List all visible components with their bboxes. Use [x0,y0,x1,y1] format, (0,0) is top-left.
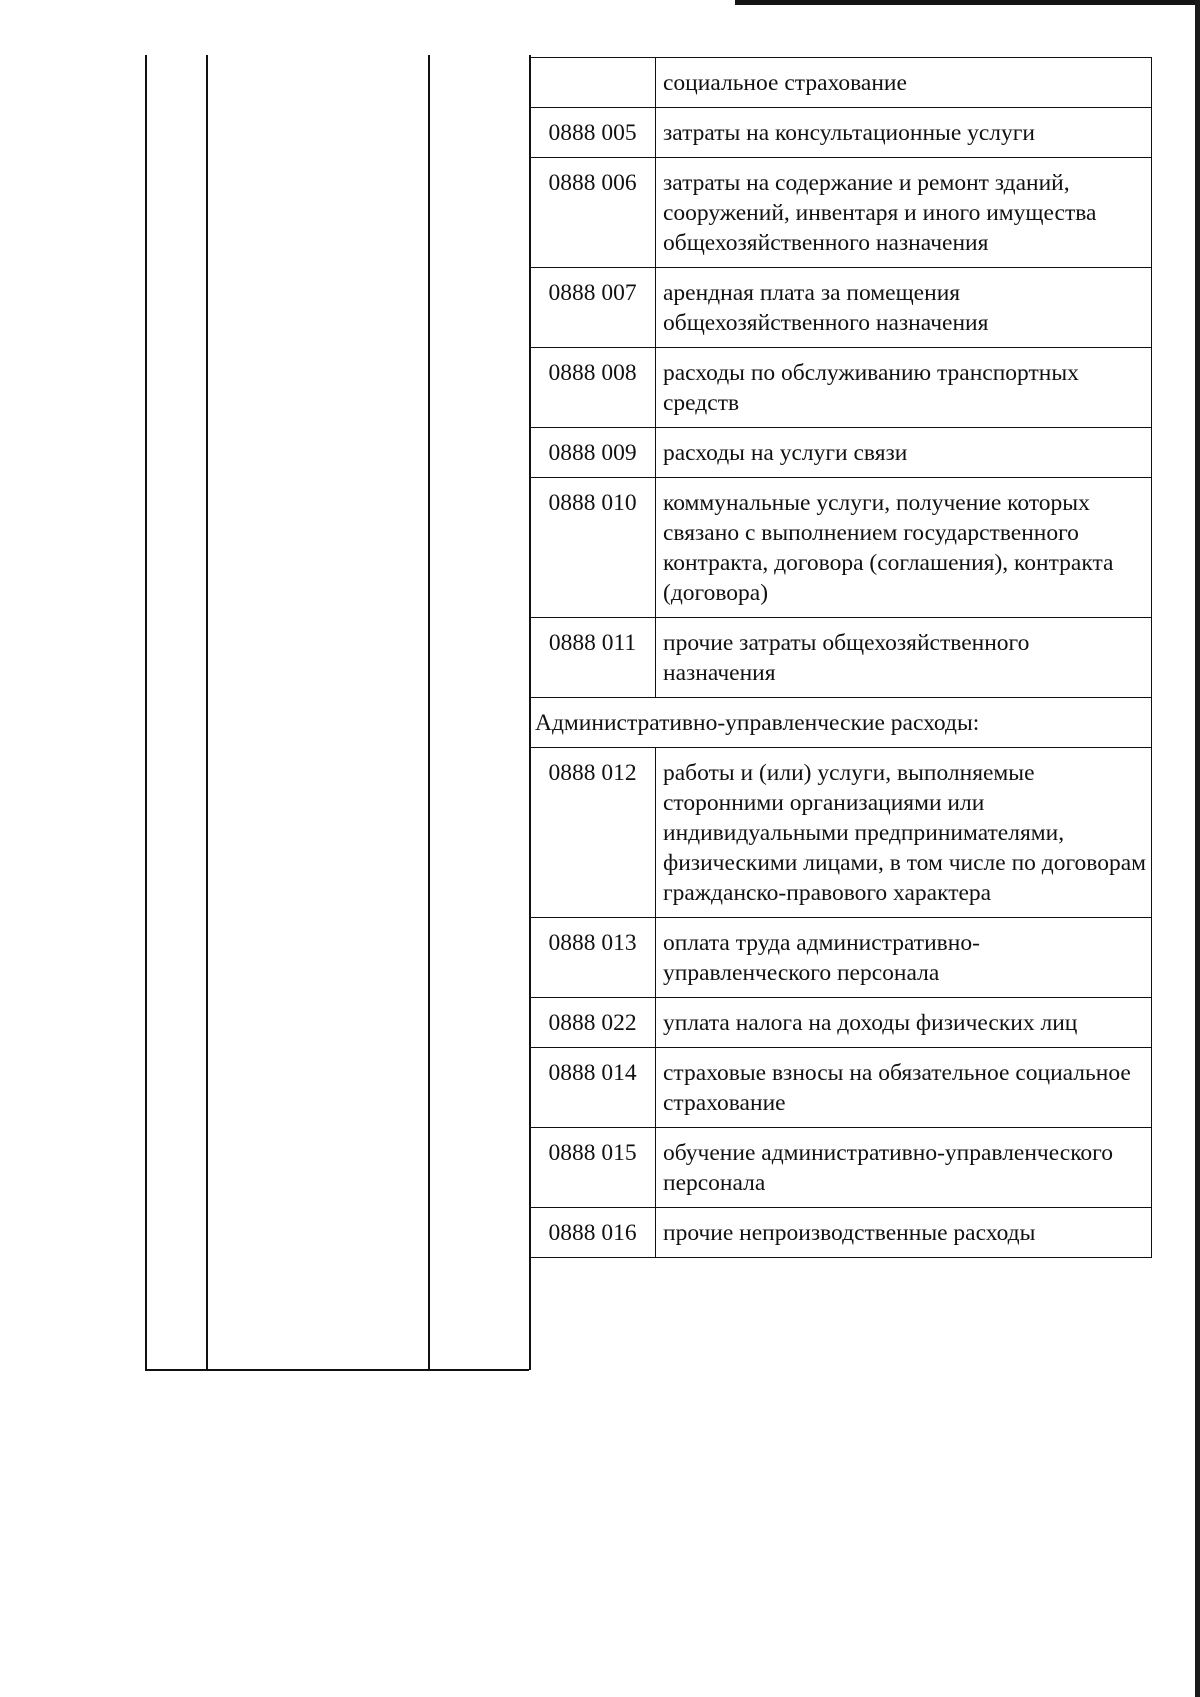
table-row [530,478,1152,618]
table-row [530,998,1152,1048]
section-heading-row [530,698,1152,748]
table-row [530,618,1152,698]
table-row [530,108,1152,158]
description-cell: страховые взносы на обязательное социальное страхование [656,1048,1152,1128]
left-table-bottom-border [145,1369,529,1371]
description-cell: обучение административно-управленческого персонала [656,1128,1152,1208]
code-cell: 0888 022 [530,998,656,1048]
code-cell: 0888 007 [530,268,656,348]
description-cell: расходы на услуги связи [656,428,1152,478]
code-cell: 0888 011 [530,618,656,698]
code-cell: 0888 014 [530,1048,656,1128]
code-cell: 0888 010 [530,478,656,618]
description-cell: арендная плата за помещения общехозяйственного назначения [656,268,1152,348]
scan-edge-top [735,0,1200,5]
table-row [530,158,1152,268]
code-cell: 0888 008 [530,348,656,428]
table-row [530,1208,1152,1258]
code-cell: 0888 016 [530,1208,656,1258]
table-row [530,1128,1152,1208]
table-row [530,428,1152,478]
scan-edge-right [1195,0,1200,1697]
code-cell [530,58,656,108]
description-cell: расходы по обслуживанию транспортных средств [656,348,1152,428]
code-cell: 0888 012 [530,748,656,918]
table-row [530,918,1152,998]
table-row [530,748,1152,918]
code-cell: 0888 005 [530,108,656,158]
column-border-2 [206,55,208,1370]
description-cell: прочие затраты общехозяйственного назначения [656,618,1152,698]
table-row [530,1048,1152,1128]
code-cell: 0888 009 [530,428,656,478]
table-row [530,348,1152,428]
description-cell: работы и (или) услуги, выполняемые сторонними организациями или индивидуальными предпринимателями, физическими лицами, в том числе по договорам гражданско-правового характера [656,748,1152,918]
column-border-3 [428,55,430,1370]
section-heading: Административно-управленческие расходы: [530,698,1152,748]
expense-code-table [529,57,1152,1258]
code-cell: 0888 015 [530,1128,656,1208]
description-cell: затраты на содержание и ремонт зданий, сооружений, инвентаря и иного имущества общехозяйственного назначения [656,158,1152,268]
description-cell: коммунальные услуги, получение которых связано с выполнением государственного контракта, договора (соглашения), контракта (договора) [656,478,1152,618]
description-cell: оплата труда административно-управленческого персонала [656,918,1152,998]
code-cell: 0888 006 [530,158,656,268]
description-cell: социальное страхование [656,58,1152,108]
table-row [530,268,1152,348]
description-cell: затраты на консультационные услуги [656,108,1152,158]
code-cell: 0888 013 [530,918,656,998]
description-cell: уплата налога на доходы физических лиц [656,998,1152,1048]
description-cell: прочие непроизводственные расходы [656,1208,1152,1258]
column-border-1 [145,55,147,1370]
table-row [530,58,1152,108]
